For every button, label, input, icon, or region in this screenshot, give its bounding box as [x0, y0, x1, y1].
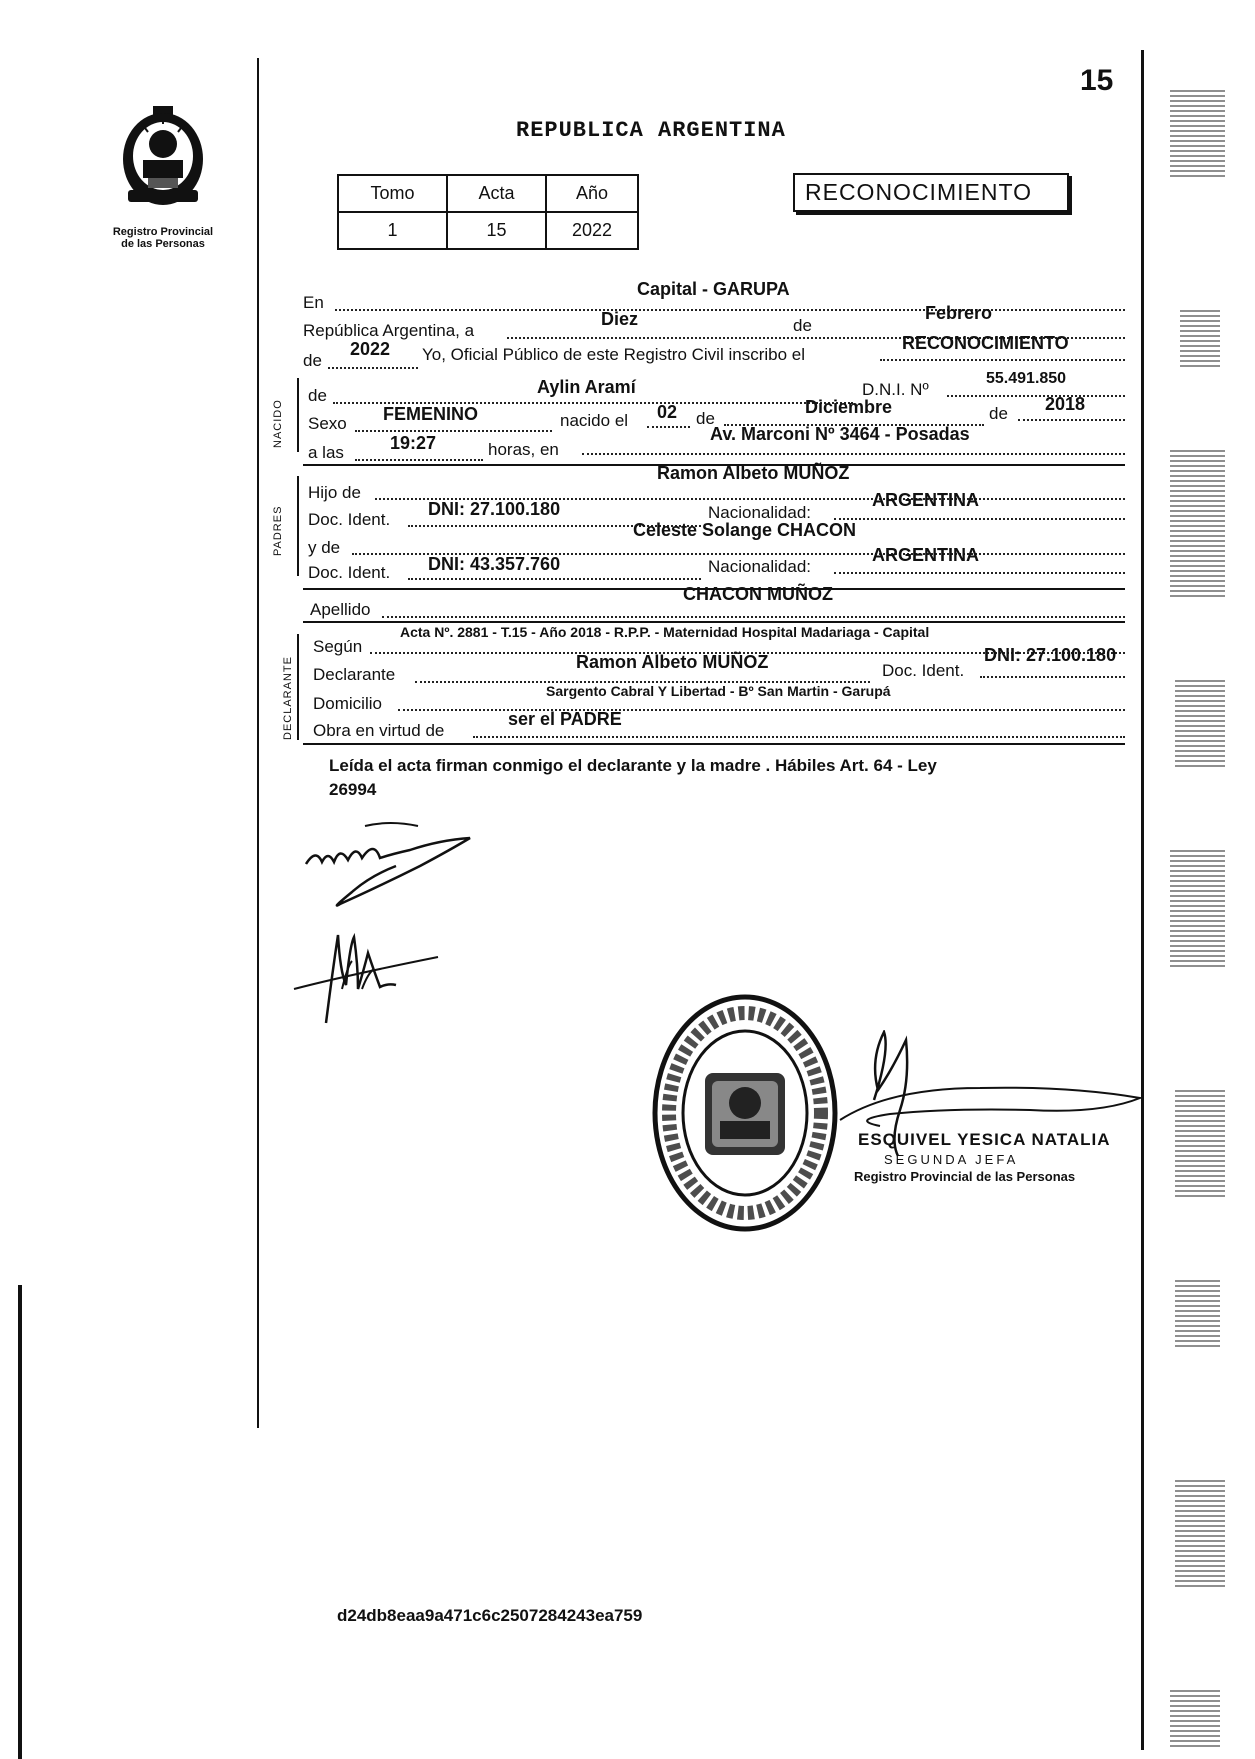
scan-artifact [1170, 1690, 1220, 1750]
logo-caption [100, 226, 226, 250]
value-ano: 2022 [546, 212, 638, 249]
doc2-value: DNI: 43.357.760 [428, 554, 561, 574]
time-dots [355, 459, 483, 461]
alas-label: a las [308, 443, 344, 462]
divider-line [303, 621, 1125, 623]
madre-signature [288, 925, 448, 1040]
domicilio-label: Domicilio [313, 694, 382, 713]
signature-scribble-icon [288, 925, 448, 1035]
domicilio-value: Sargento Cabral Y Libertad - Bº San Martin - Garupá [546, 683, 891, 699]
registry-logo [118, 104, 208, 214]
segun-label: Según [313, 637, 363, 656]
nac1-label: Nacionalidad: [708, 503, 812, 522]
declarante-doc-value: DNI: 27.100.180 [984, 645, 1117, 665]
record-table [337, 174, 639, 250]
value-acta: 15 [447, 212, 546, 249]
inscribo-label: Yo, Oficial Público de este Registro Civil inscribo el [422, 345, 805, 364]
declarante-doc-label: Doc. Ident. [882, 661, 965, 680]
nacido-el-label: nacido el [560, 411, 629, 430]
birth-day-dots [647, 426, 690, 428]
scan-artifact [1175, 1480, 1225, 1590]
registry-seal-icon [118, 104, 208, 214]
signature-block [854, 1130, 1111, 1184]
declarante-doc-dots [980, 676, 1125, 678]
nac1-dots [834, 518, 1125, 520]
scan-artifact [1175, 680, 1225, 770]
declarante-side-label: DECLARANTE [282, 656, 294, 740]
de-label: de [793, 316, 812, 335]
document-hash: d24db8eaa9a471c6c2507284243ea759 [337, 1606, 643, 1625]
nac2-label: Nacionalidad: [708, 557, 812, 576]
nacido-side-label: NACIDO [272, 399, 284, 448]
en-dots [335, 309, 1125, 311]
mother-value: Celeste Solange CHACON [633, 520, 857, 540]
doc2-dots [408, 578, 701, 580]
birth-day-value: 02 [657, 402, 678, 422]
nacido-section-bar [297, 378, 299, 452]
padres-section-bar [297, 476, 299, 576]
time-value: 19:27 [390, 433, 437, 453]
hijo-label: Hijo de [308, 483, 361, 502]
record-table-header-row [338, 175, 638, 212]
inscribo-value: RECONOCIMIENTO [902, 333, 1069, 353]
sexo-value: FEMENINO [383, 404, 479, 424]
yde-label: y de [308, 538, 341, 557]
nac1-value: ARGENTINA [872, 490, 979, 510]
apellido-dots [382, 616, 1125, 618]
declarante-signature [300, 820, 500, 925]
scan-artifact [1170, 450, 1225, 600]
dni-label: D.N.I. Nº [862, 380, 929, 399]
birth-de2-label: de [989, 404, 1008, 423]
nacido-de-label: de [308, 386, 327, 405]
scan-artifact [1180, 310, 1220, 370]
scan-artifact [1170, 90, 1225, 180]
divider-line [303, 743, 1125, 745]
doc1-label: Doc. Ident. [308, 510, 391, 529]
declarante-section-bar [297, 634, 299, 740]
segun-value: Acta Nº. 2881 - T.15 - Año 2018 - R.P.P. - Maternidad Hospital Madariaga - Capital [400, 624, 930, 640]
page-number: 15 [1080, 64, 1114, 97]
doc1-value: DNI: 27.100.180 [428, 499, 561, 519]
birth-de1-label: de [696, 409, 715, 428]
place-value: Av. Marconi Nº 3464 - Posadas [710, 424, 970, 444]
padres-side-label: PADRES [272, 505, 284, 556]
declarante-value: Ramon Albeto MUÑOZ [576, 652, 769, 672]
child-name-value: Aylin Aramí [537, 377, 636, 397]
obra-value: ser el PADRE [508, 709, 622, 729]
scan-artifact [1175, 1280, 1220, 1350]
binding-edge-line [18, 1285, 22, 1759]
nac2-dots [834, 572, 1125, 574]
obra-label: Obra en virtud de [313, 721, 445, 740]
birth-year-value: 2018 [1045, 394, 1086, 414]
stamp-seal-icon [650, 993, 840, 1233]
record-table-value-row [338, 212, 638, 249]
official-org: Registro Provincial de las Personas [854, 1169, 1076, 1184]
official-role: SEGUNDA JEFA [884, 1152, 1019, 1167]
record-type-box: RECONOCIMIENTO [793, 173, 1069, 212]
horas-label: horas, en [488, 440, 559, 459]
signature-scribble-icon [300, 820, 500, 920]
year-dots [328, 367, 418, 369]
header-tomo: Tomo [338, 175, 447, 212]
official-stamp [650, 993, 840, 1238]
en-value: Capital - GARUPA [637, 279, 790, 299]
doc2-label: Doc. Ident. [308, 563, 391, 582]
birth-year-dots [1018, 419, 1125, 421]
official-name: ESQUIVEL YESICA NATALIA [858, 1130, 1111, 1149]
notes-block [329, 754, 937, 802]
sexo-dots [355, 430, 552, 432]
notes-line1: Leída el acta firman conmigo el declarante y la madre . Hábiles Art. 64 - Ley [329, 756, 937, 775]
logo-caption-line2: de las Personas [121, 238, 205, 250]
year-prefix: de [303, 351, 322, 370]
apellido-label: Apellido [310, 600, 371, 619]
dni-dots [947, 395, 1125, 397]
place-dots [582, 453, 1125, 455]
document-title: REPUBLICA ARGENTINA [516, 118, 786, 143]
birth-month-value: Diciembre [805, 397, 893, 417]
nac2-value: ARGENTINA [872, 545, 979, 565]
obra-dots [473, 736, 1125, 738]
scan-artifact [1170, 850, 1225, 970]
sexo-label: Sexo [308, 414, 347, 433]
father-value: Ramon Albeto MUÑOZ [657, 463, 850, 483]
header-acta: Acta [447, 175, 546, 212]
day-value: Diez [601, 309, 639, 329]
en-label: En [303, 293, 324, 312]
notes-line2: 26994 [329, 780, 377, 799]
apellido-value: CHACON MUÑOZ [683, 584, 833, 604]
dni-value: 55.491.850 [986, 370, 1067, 387]
logo-caption-line1: Registro Provincial [112, 226, 214, 238]
year-value: 2022 [350, 339, 391, 359]
right-margin-line [1141, 50, 1144, 1750]
value-tomo: 1 [338, 212, 447, 249]
header-ano: Año [546, 175, 638, 212]
scan-artifact [1175, 1090, 1225, 1200]
left-margin-line [257, 58, 259, 1428]
month-value: Febrero [925, 303, 993, 323]
declarante-label: Declarante [313, 665, 396, 684]
republica-label: República Argentina, a [303, 321, 475, 340]
inscribo-dots [880, 359, 1125, 361]
